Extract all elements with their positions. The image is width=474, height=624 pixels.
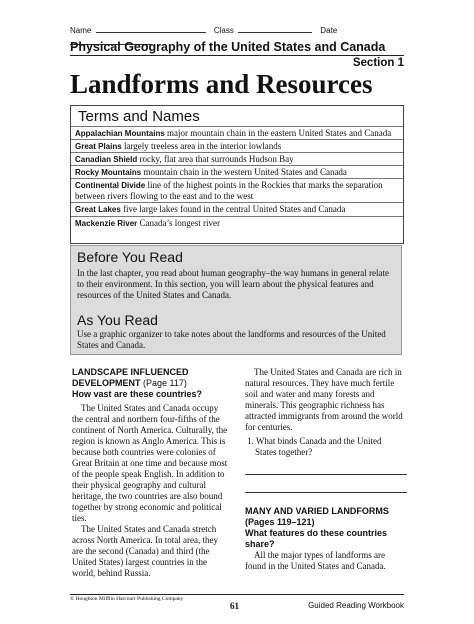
term-definition: major mountain chain in the eastern United States and Canada	[167, 128, 392, 138]
term: Canadian Shield	[75, 155, 138, 164]
term-row	[71, 178, 403, 203]
class-field[interactable]	[238, 23, 312, 33]
left-heading-2: DEVELOPMENT	[72, 378, 141, 388]
left-heading-1: LANDSCAPE INFLUENCED	[72, 367, 189, 377]
term-row	[71, 165, 403, 179]
left-paragraph-1: The United States and Canada occupy the central and northern four-fifths of the continent of North America. Culturally, the region is known as Anglo America. This is because both countries were colonies of Great Britain at one time and because most of the people speak English. In addition to their physical geography and cultural heritage, the two countries are also bound together by strong economic and political ties.	[72, 403, 228, 523]
term-row	[71, 216, 403, 230]
term-definition: line of the highest points in the Rockies that marks the separation between rivers flowing to the east and to the west	[75, 180, 383, 201]
page-title: Landforms and Resources	[70, 69, 373, 99]
term: Great Plains	[75, 142, 122, 151]
term: Rocky Mountains	[75, 168, 142, 177]
reading-intro-box	[70, 245, 402, 355]
header-rule	[70, 55, 404, 56]
answer-line[interactable]	[245, 474, 407, 475]
answer-line[interactable]	[245, 492, 407, 493]
right-question: What features do these countries share?	[245, 528, 388, 549]
right-column	[245, 367, 405, 572]
question-1: 1. What binds Canada and the United States together?	[247, 436, 382, 457]
term-definition: rocky, flat area that surrounds Hudson Bay	[139, 154, 294, 164]
right-page-ref: (Pages 119–121)	[245, 517, 315, 527]
left-column	[72, 367, 230, 579]
term-row	[71, 139, 403, 153]
before-text: In the last chapter, you read about human geography–the way humans in general relate to their environment. In this section, you will learn about the physical features and resources of the United States and Canada.	[77, 268, 390, 300]
workbook-title: Guided Reading Workbook	[308, 601, 404, 610]
term-row	[71, 202, 403, 216]
section-label: Section 1	[352, 57, 404, 69]
subject-title: Physical Geography of the United States and Canada	[70, 40, 386, 54]
term-definition: largely treeless area in the interior lowlands	[123, 141, 282, 151]
term-definition: five large lakes found in the central United States and Canada	[123, 204, 346, 214]
footer-rule	[70, 594, 404, 595]
asyouread-text: Use a graphic organizer to take notes about the landforms and resources of the United States and Canada.	[77, 329, 386, 350]
terms-heading: Terms and Names	[78, 108, 200, 125]
name-label: Name	[70, 26, 92, 35]
name-field[interactable]	[96, 23, 206, 33]
term-definition: mountain chain in the western United States and Canada	[143, 167, 347, 177]
before-heading: Before You Read	[77, 249, 183, 265]
left-page-ref: (Page 117)	[143, 378, 187, 388]
copyright: © Houghton Mifflin Harcourt Publishing Company	[70, 596, 184, 602]
right-heading: MANY AND VARIED LANDFORMS	[245, 506, 389, 516]
left-question: How vast are these countries?	[72, 389, 203, 399]
right-paragraph-1: The United States and Canada are rich in natural resources. They have much fertile soil and water and many forests and minerals. This geographic richness has attracted immigrants from around the world for centuries.	[245, 367, 403, 432]
term-row	[71, 126, 403, 140]
class-label: Class	[213, 26, 234, 35]
term: Mackenzie River	[75, 219, 138, 228]
term-definition: Canada’s longest river	[139, 218, 220, 228]
page-number: 61	[230, 601, 239, 611]
right-paragraph-2: All the major types of landforms are found in the United States and Canada.	[245, 550, 386, 571]
left-paragraph-2: The United States and Canada stretch across North America. In total area, they are the second (Canada) and third (the United States) largest countries in the world, behind Russia.	[72, 524, 218, 578]
terms-box	[70, 105, 404, 244]
asyouread-heading: As You Read	[77, 312, 158, 328]
date-label: Date	[320, 26, 338, 35]
term: Appalachian Mountains	[75, 129, 165, 138]
term-row	[71, 152, 403, 166]
term: Continental Divide	[75, 181, 146, 190]
term: Great Lakes	[75, 205, 121, 214]
